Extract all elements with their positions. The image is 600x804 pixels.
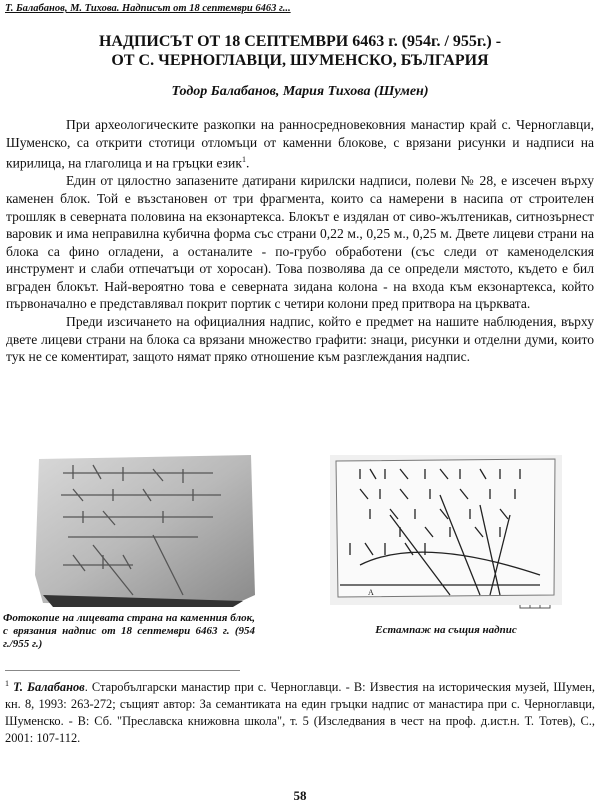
footnote-author: Т. Балабанов bbox=[13, 680, 85, 695]
footnote bbox=[5, 675, 595, 747]
footnote-separator bbox=[5, 670, 240, 671]
stone-block-photo bbox=[33, 455, 257, 607]
title-line-2: ОТ С. ЧЕРНОГЛАВЦИ, ШУМЕНСКО, БЪЛГАРИЯ bbox=[111, 52, 489, 69]
page-title bbox=[0, 32, 600, 70]
footnote-marker: 1 bbox=[5, 679, 9, 688]
footnote-text: . Старобългарски манастир при с. Черноглавци. - В: Известия на историческия музей, Шумен, кн. 8, 1993: 263-272; същият автор: За семантиката на един гръцки надпис от манастира при с. Черноглавци, Шуменско. - В: Сб. "Преславска книжовна школа", т. 5 (Изследвания в чест на проф. д.ист.н. Т. Тотев), С., 2001: 107-112. bbox=[5, 680, 595, 746]
authors: Тодор Балабанов, Мария Тихова (Шумен) bbox=[171, 84, 429, 99]
estampage-drawing bbox=[330, 455, 562, 617]
right-figure-caption: Естампаж на същия надпис bbox=[375, 624, 517, 636]
page-number: 58 bbox=[293, 788, 307, 803]
paragraph-text: При археологическите разкопки на ранносредновековния манастир край с. Черноглавци, Шуменско, са открити стотици отломъци от каменни блокове, с врязани рисунки и надписи на кирилица, на глаголица и на гръцки език bbox=[6, 117, 594, 171]
title-line-1: НАДПИСЪТ ОТ 18 СЕПТЕМВРИ 6463 г. (954г. / 955г.) - bbox=[98, 33, 502, 50]
paragraph: При археологическите разкопки на ранносредновековния манастир край с. Черноглавци, Шуменско, са открити стотици отломъци от каменни блокове, с врязани рисунки и надписи на кирилица, на глаголица и на гръцки език$^1$. bbox=[6, 117, 594, 171]
article-body bbox=[6, 116, 594, 366]
paragraph: Преди изсичането на официалния надпис, който е предмет на нашите наблюдения, върху двете лицеви страни на блока са врязани множество графити: знаци, рисунки и отделни думи, които тук не се коментират, защото нямат пряко отношение към разглеждания надпис. bbox=[6, 314, 594, 365]
left-figure-caption: Фотокопие на лицевата страна на каменния блок, с врязания надпис от 18 септември 6463 г. (954 г./955 г.) bbox=[3, 612, 255, 650]
running-header: Т. Балабанов, М. Тихова. Надписът от 18 септември 6463 г... bbox=[5, 3, 291, 14]
drawing-marker: A bbox=[368, 588, 374, 597]
footnote-ref[interactable]: 1 bbox=[241, 155, 246, 165]
paragraph: Един от цялостно запазените датирани кирилски надписи, полеви № 28, е изсечен върху каменен блок. Той е възстановен от три фрагмента, които са намерени в насипа от строителен трошляк в северната половина на екзонартекса. Блокът е издялан от сиво-жълтеникав, ситнозърнест варовик и има неправилна кубична форма със страни 0,22 м., 0,25 м., 0,25 м. Двете лицеви страни на блока са фино огладени, а останалите - по-грубо обработени (със следи от каменоделския инструмент и слаби отпечатъци от хоросан). Това позволява да се определи мястото, където е бил вграден блокът. Най-вероятно това е северната зидана колона - на входа към екзонартекса, който първоначално е представлявал покрит портик с четири колони пред притвора на църквата. bbox=[6, 173, 594, 312]
